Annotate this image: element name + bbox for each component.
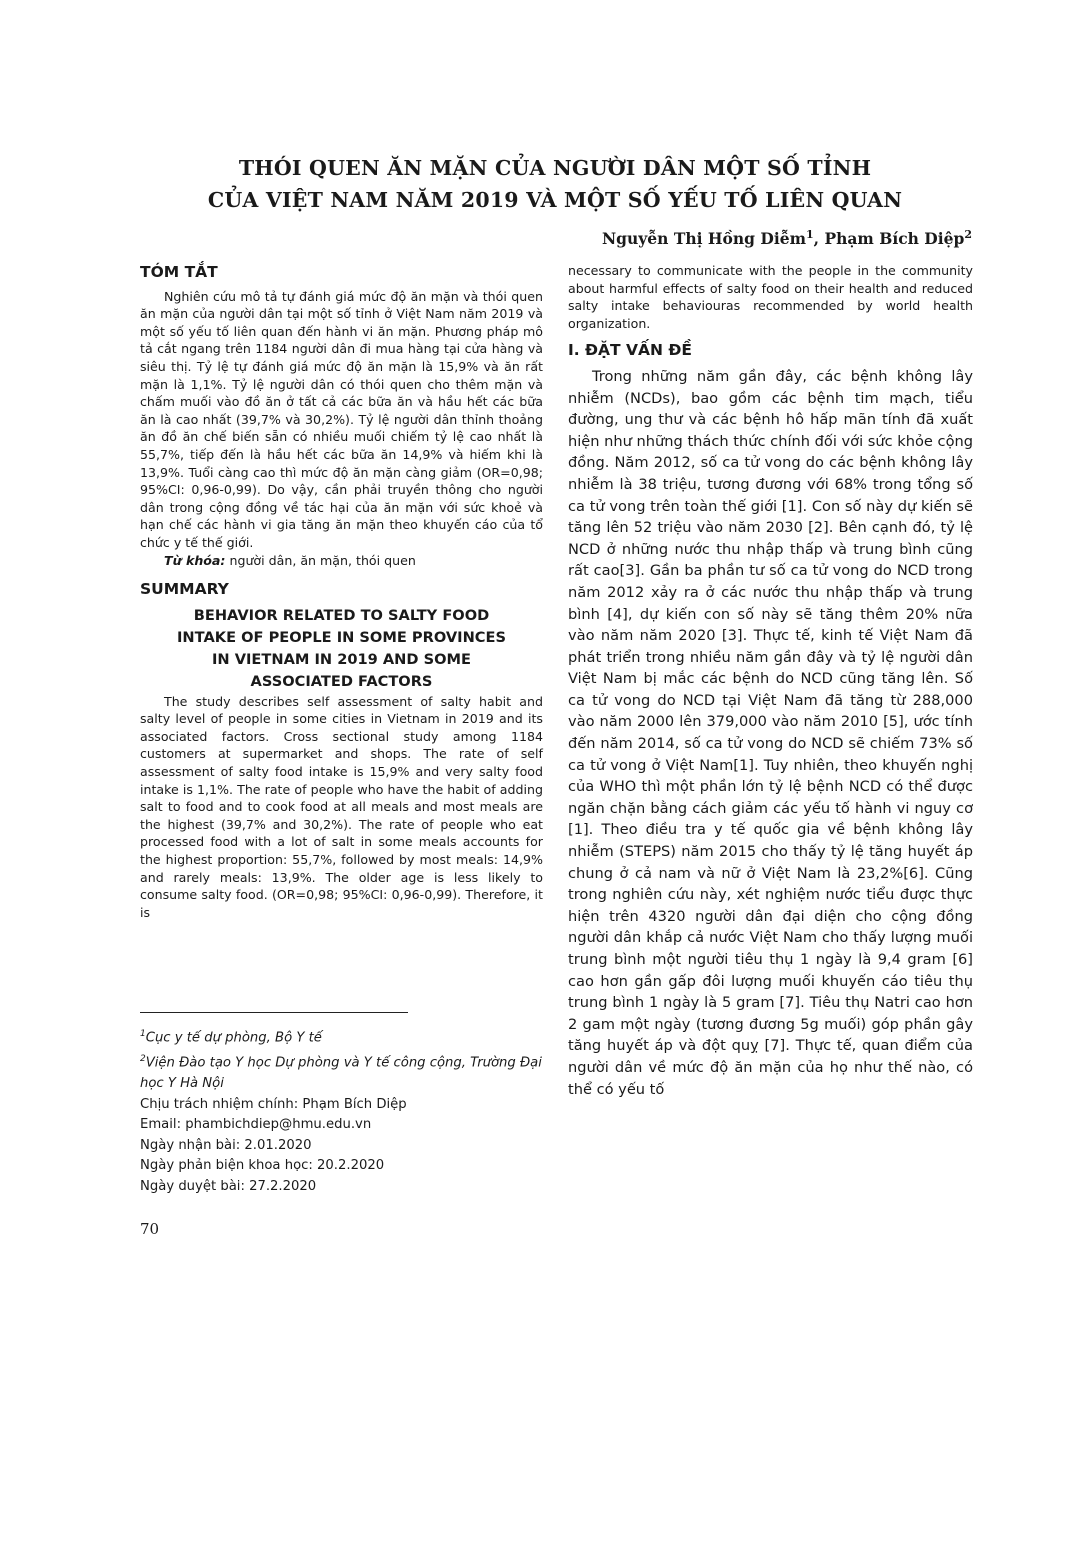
title-line-1: THÓI QUEN ĂN MẶN CỦA NGƯỜI DÂN MỘT SỐ TỈNH bbox=[238, 156, 872, 180]
abstract-body: Nghiên cứu mô tả tự đánh giá mức độ ăn mặn và thói quen ăn mặn của người dân tại một số tỉnh ở Việt Nam năm 2019 và một số yếu tố liên quan đến hành vi ăn mặn. Phương pháp mô tả cắt ngang trên 1184 người dân đi mua hàng tại cửa hàng và siêu thị. Tỷ lệ tự đánh giá mức độ ăn mặn là 15,9% và ăn rất mặn là 1,1%. Tỷ lệ người dân có thói quen cho thêm mặn và chấm muối vào đồ ăn ở tất cả các bữa ăn và hầu hết các bữa ăn là cao nhất (39,7% và 30,2%). Tỷ lệ người dân thỉnh thoảng ăn đồ ăn chế biến sẵn có nhiều muối chiếm tỷ lệ cao nhất là 55,7%, tiếp đến là hầu hết các bữa ăn 14,9% và hiếm khi là 13,9%. Tuổi càng cao thì mức độ ăn mặn càng giảm (OR=0,98; 95%CI: 0,96-0,99). Do vậy, cần phải truyền thông cho người dân trong cộng đồng về tác hại của ăn mặn với sức khoẻ và hạn chế các hành vi gia tăng ăn mặn theo khuyến cáo của tổ chức y tế thế giới. bbox=[140, 288, 543, 550]
affiliation-1 bbox=[140, 1024, 560, 1049]
left-column bbox=[140, 264, 543, 921]
keywords bbox=[140, 552, 543, 570]
title-line-2: CỦA VIỆT NAM NĂM 2019 VÀ MỘT SỐ YẾU TỐ LIÊN QUAN bbox=[207, 188, 903, 212]
keywords-label: Từ khóa: bbox=[164, 552, 226, 568]
footnotes bbox=[140, 1024, 560, 1198]
affiliation-2 bbox=[140, 1049, 560, 1095]
section-body: Trong những năm gần đây, các bệnh không lây nhiễm (NCDs), bao gồm các bệnh tim mạch, tiểu đường, ung thư và các bệnh hô hấp mãn tính đã xuất hiện như những thách thức chính đối với sức khỏe cộng đồng. Năm 2012, số ca tử vong do các bệnh không lây nhiễm là 38 triệu, tương đương với 68% trong tổng số ca tử vong trên toàn thế giới [1]. Con số này dự kiến sẽ tăng lên 52 triệu vào năm 2030 [2]. Bên cạnh đó, tỷ lệ NCD ở những nước thu nhập thấp và trung bình cũng rất cao[3]. Gần ba phần tư số ca tử vong do NCD trong năm 2012 xảy ra ở các nước thu nhập thấp và trung bình [4], dự kiến con số này sẽ tăng thêm 20% nữa vào năm năm 2020 [3]. Thực tế, kinh tế Việt Nam đã phát triển trong nhiều năm gần đây và tỷ lệ người dân Việt Nam bị mắc các bệnh do NCD cũng tăng lên. Số ca tử vong do NCD tại Việt Nam đã tăng từ 288,000 vào năm 2000 lên 379,000 vào năm 2010 [5], ước tính đến năm 2014, số ca tử vong do NCD sẽ chiếm 73% số ca tử vong ở Việt Nam[1]. Tuy nhiên, theo khuyến nghị của WHO thì một phần lớn tỷ lệ bệnh NCD có thể được ngăn chặn bằng cách giảm các yếu tố hành vi nguy cơ [1]. Theo điều tra y tế quốc gia về bệnh không lây nhiễm (STEPS) năm 2015 cho thấy tỷ lệ tăng huyết áp chung ở cả nam và nữ ở Việt Nam là 23,2%[6]. Cũng trong nghiên cứu này, xét nghiệm nước tiểu được thực hiện trên 4320 người dân đại diện cho cộng đồng người dân khắp cả nước Việt Nam cho thấy lượng muối trung bình một người tiêu thụ 1 ngày là 9,4 gram [6] cao hơn gần gấp đôi lượng muối khuyến cáo tiêu thụ trung bình 1 ngày là 5 gram [7]. Tiêu thụ Natri cao hơn 2 gam một ngày (tương đương 5g muối) góp phần gây tăng huyết áp và đột quỵ [7]. Thực tế, quan điểm của người dân về mức độ ăn mặn của họ như thế nào, có thể có yếu tố bbox=[568, 367, 974, 1098]
affiliation-2-text: Viện Đào tạo Y học Dự phòng và Y tế công cộng, Trường Đại học Y Hà Nội bbox=[140, 1055, 542, 1091]
summary-body: The study describes self assessment of salty habit and salty level of people in some cities in Vietnam in 2019 and its associated factors. Cross sectional study among 1184 customers at supermarket and shops. The rate of self assessment of salty food intake is 15,9% and very salty food intake is 1,1%. The rate of people who have the habit of adding salt to food and to cook food at all meals and most meals are the highest (39,7% and 30,2%). The rate of people who eat processed food with a lot of salt in some meals accounts for the highest proportion: 55,7%, followed by most meals: 14,9% and rarely meals: 13,9%. The older age is less likely to consume salty food. (OR=0,98; 95%CI: 0,96-0,99). Therefore, it is bbox=[140, 693, 543, 920]
date-received: Ngày nhận bài: 2.01.2020 bbox=[140, 1137, 312, 1153]
footnote-mark: 2 bbox=[140, 1053, 146, 1064]
footnote-divider bbox=[140, 1012, 408, 1013]
abstract-heading: TÓM TẮT bbox=[140, 263, 218, 281]
date-accepted: Ngày duyệt bài: 27.2.2020 bbox=[140, 1178, 317, 1194]
article-title bbox=[140, 152, 970, 216]
author-affiliation-mark: 2 bbox=[964, 228, 972, 241]
summary-title-line: ASSOCIATED FACTORS bbox=[250, 672, 433, 690]
summary-title-line: BEHAVIOR RELATED TO SALTY FOOD bbox=[193, 606, 490, 624]
summary-heading: SUMMARY bbox=[140, 580, 229, 599]
footnote-mark: 1 bbox=[140, 1029, 146, 1039]
page-number: 70 bbox=[140, 1220, 160, 1238]
contact-email: Email: phambichdiep@hmu.edu.vn bbox=[140, 1117, 372, 1133]
summary-title-line: IN VIETNAM IN 2019 AND SOME bbox=[211, 650, 472, 668]
author-affiliation-mark: 1 bbox=[806, 228, 814, 241]
author-name: Nguyễn Thị Hồng Diễm bbox=[602, 229, 806, 249]
corresponding-author: Chịu trách nhiệm chính: Phạm Bích Diệp bbox=[140, 1096, 407, 1112]
author-name: Phạm Bích Diệp bbox=[824, 229, 965, 249]
right-column bbox=[568, 262, 973, 1100]
keywords-text: người dân, ăn mặn, thói quen bbox=[225, 552, 416, 568]
affiliation-1-text: Cục y tế dự phòng, Bộ Y tế bbox=[145, 1030, 322, 1046]
section-heading: I. ĐẶT VẤN ĐỀ bbox=[568, 341, 692, 360]
date-reviewed: Ngày phản biện khoa học: 20.2.2020 bbox=[140, 1158, 385, 1174]
author-list bbox=[602, 228, 972, 248]
summary-continuation: necessary to communicate with the people in the community about harmful effects of salty food on their health and reduced salty intake behaviouras recommended by world health organization. bbox=[568, 263, 973, 331]
summary-title bbox=[140, 605, 543, 693]
author-separator: , bbox=[813, 229, 825, 249]
summary-title-line: INTAKE OF PEOPLE IN SOME PROVINCES bbox=[177, 628, 506, 646]
